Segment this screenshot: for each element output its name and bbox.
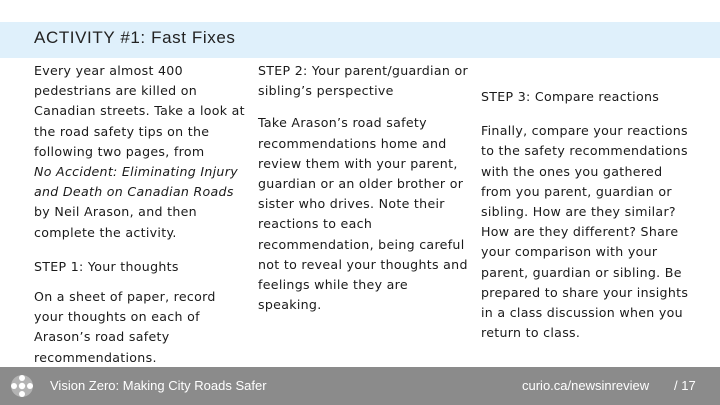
- book-title: No Accident: Eliminating Injury and Death on Canadian Roads: [34, 164, 238, 200]
- footer-bar: [0, 367, 720, 405]
- cbc-gem-icon: [10, 374, 34, 398]
- intro-paragraph: [34, 61, 249, 243]
- step3-text: Finally, compare your reactions to the safety recommendations with the ones you gathered from you parent, guardian or sibling. How are they similar? How are they different? Share your comparison with your parent, guardian or sibling. Be prepared to share your insights in a class discussion when you return to class.: [481, 123, 689, 341]
- step2-heading: STEP 2: Your parent/guardian or sibling’s perspective: [258, 63, 468, 99]
- step2-text: Take Arason’s road safety recommendations home and review them with your parent, guardian or an older brother or sister who drives. Note their reactions to each recommendation, being careful not to reveal your thoughts and feelings while they are speaking.: [258, 115, 468, 313]
- footer-url: curio.ca/newsinreview: [522, 378, 650, 393]
- page-title: ACTIVITY #1: Fast Fixes: [34, 28, 236, 47]
- title-band: [0, 22, 720, 58]
- step3-heading: STEP 3: Compare reactions: [481, 89, 660, 104]
- intro-text-end: by Neil Arason, and then complete the activity.: [34, 204, 197, 240]
- intro-text: Every year almost 400 pedestrians are killed on Canadian streets. Take a look at the road safety tips on the following two pages, from: [34, 63, 245, 159]
- footer-series-title: Vision Zero: Making City Roads Safer: [50, 378, 267, 393]
- column-three: [481, 87, 693, 343]
- column-one: [34, 61, 249, 368]
- page-number: / 17: [674, 378, 696, 393]
- step1-text: On a sheet of paper, record your thoughts on each of Arason’s road safety recommendations.: [34, 289, 216, 365]
- step1-heading: STEP 1: Your thoughts: [34, 258, 179, 274]
- column-two: [258, 61, 468, 315]
